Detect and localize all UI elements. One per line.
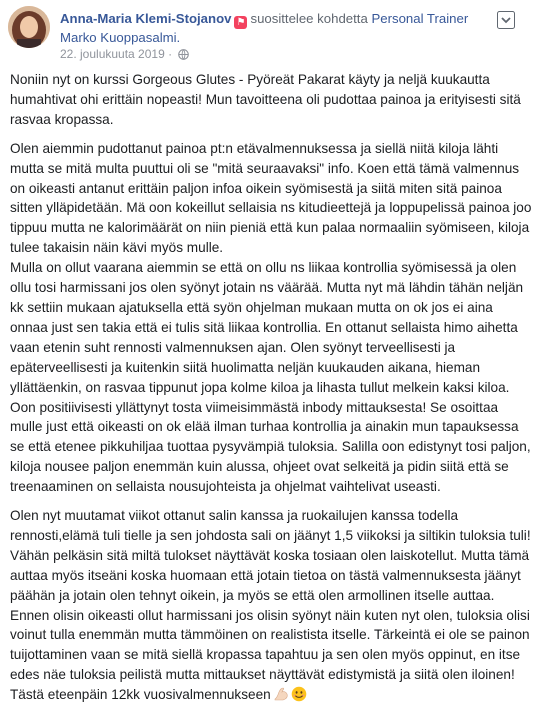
author-name-link[interactable]: Anna-Maria Klemi-Stojanov <box>60 11 232 26</box>
post-header <box>8 6 532 66</box>
avatar-photo <box>8 6 50 48</box>
smiling-face-emoji-icon <box>291 686 307 708</box>
post-body <box>10 70 532 717</box>
page-name-link[interactable]: Personal Trainer Marko Kuoppasalmi. <box>60 11 469 45</box>
post-title-line <box>60 10 480 46</box>
chevron-down-icon <box>497 11 515 34</box>
post-meta <box>60 10 480 63</box>
post-date-line <box>60 47 480 63</box>
recommend-icon: ⚑ <box>234 16 247 29</box>
post-paragraph-2: Olen aiemmin pudottanut painoa pt:n etävalmennuksessa ja siellä niitä kiloja lähti mutta se mitä multa puuttui oli se "mitä seuraavaksi" info. Koen että tämä valmennus on oikeasti antanut erittäin paljon infoa oikein syömisestä ja siitä miten sitä painoa sitten ylläpidetään. Mä oon kokeillut sellaisia ns kitudieettejä ja loppupelissä painoa joo tippuu mutta ne kalorimäärät on niin pieniä että kun palaa normaaliin syömiseen, kiloja tulee takaisin näin kävi myös mulle. Mulla on ollut vaarana aiemmin se että on ollu ns liikaa kontrollia syömisessä ja olen ollu tosi harmissani jos olen syönyt jotain ns väärää. Mutta nyt mä lähdin tähän neljän kk settiin mukaan ajatuksella että syön ohjelman mukaan mutta on ok jos ei aina onnaa just sen takia että ei tulis sitä liikaa kontrollia. En ottanut sellaista himo aihetta vaan etenin suht rennosti valmennuksen ajan. Olen syönyt terveellisesti ja epäterveellisesti ja kuitenkin siitä huolimatta neljän kuukauden aikana, hieman yllättäenkin, on rasvaa tippunut jopa kolme kiloa ja lihasta tullut melkein kaksi kiloa. Oon positiivisesti yllättynyt tosta viimeisimmästä inbody mittauksesta! Se osoittaa mulle just että oikeasti on ok elää ilman turhaa kontrollia ja ainakin mun tapauksessa se että etenee pikkuhiljaa tuottaa pysyvämpiä tuloksia. Salilla oon edistynyt tosi paljon, kiloja nousee paljon enemmän kuin alussa, ohjeet ovat selkeitä ja pidin siitä että se treenaaminen on sellaista nousujohteista ja ohjelmat vaihtelivat useasti. <box>10 140 532 495</box>
globe-icon <box>178 49 189 63</box>
post-paragraph-3 <box>10 506 532 708</box>
flexed-biceps-emoji-icon <box>273 686 289 708</box>
post-paragraph-1: Noniin nyt on kurssi Gorgeous Glutes - Pyöreät Pakarat käyty ja neljä kuukautta humahtivat ohi erittäin nopeasti! Mun tavoitteena oli pudottaa painoa ja erityisesti sitä rasvaa kropassa. <box>10 72 521 127</box>
post-options-button[interactable] <box>494 10 518 34</box>
recommend-text: suosittelee kohdetta <box>250 11 368 26</box>
post-date[interactable]: 22. joulukuuta 2019 · <box>60 47 173 61</box>
author-avatar[interactable] <box>8 6 50 48</box>
post-paragraph-3-text: Olen nyt muutamat viikot ottanut salin kanssa ja ruokailujen kanssa todella rennosti,elämä tuli tielle ja sen johdosta sali on jäänyt 1,5 viikoksi ja siltikin tuloksia tuli! Vähän pelkäsin sitä miltä tulokset näyttävät koska tosiaan olen laiskotellut. Mutta tämä auttaa myös itseäni koska huomaan että jotain tietoa on tästä valmennuksesta jäänyt päähän ja jotain olen tehnyt oikein, ja myös se että olen armollinen itselle auttaa. Ennen olisin oikeasti ollut harmissani jos olisin syönyt näin kuten nyt olen, tuloksia olisi voinut tulla enemmän mutta tämmöinen on realistista itselle. Tärkeintä ei ole se painon tuijottaminen vaan se mitä siellä kropassa tapahtuu ja sen olen myös oppinut, en itse edes näe tuloksia peilistä mutta mittaukset näyttävät edistymistä ja siitä olen iloinen! Tästä eteenpäin 12kk vuosivalmennukseen <box>10 508 531 703</box>
